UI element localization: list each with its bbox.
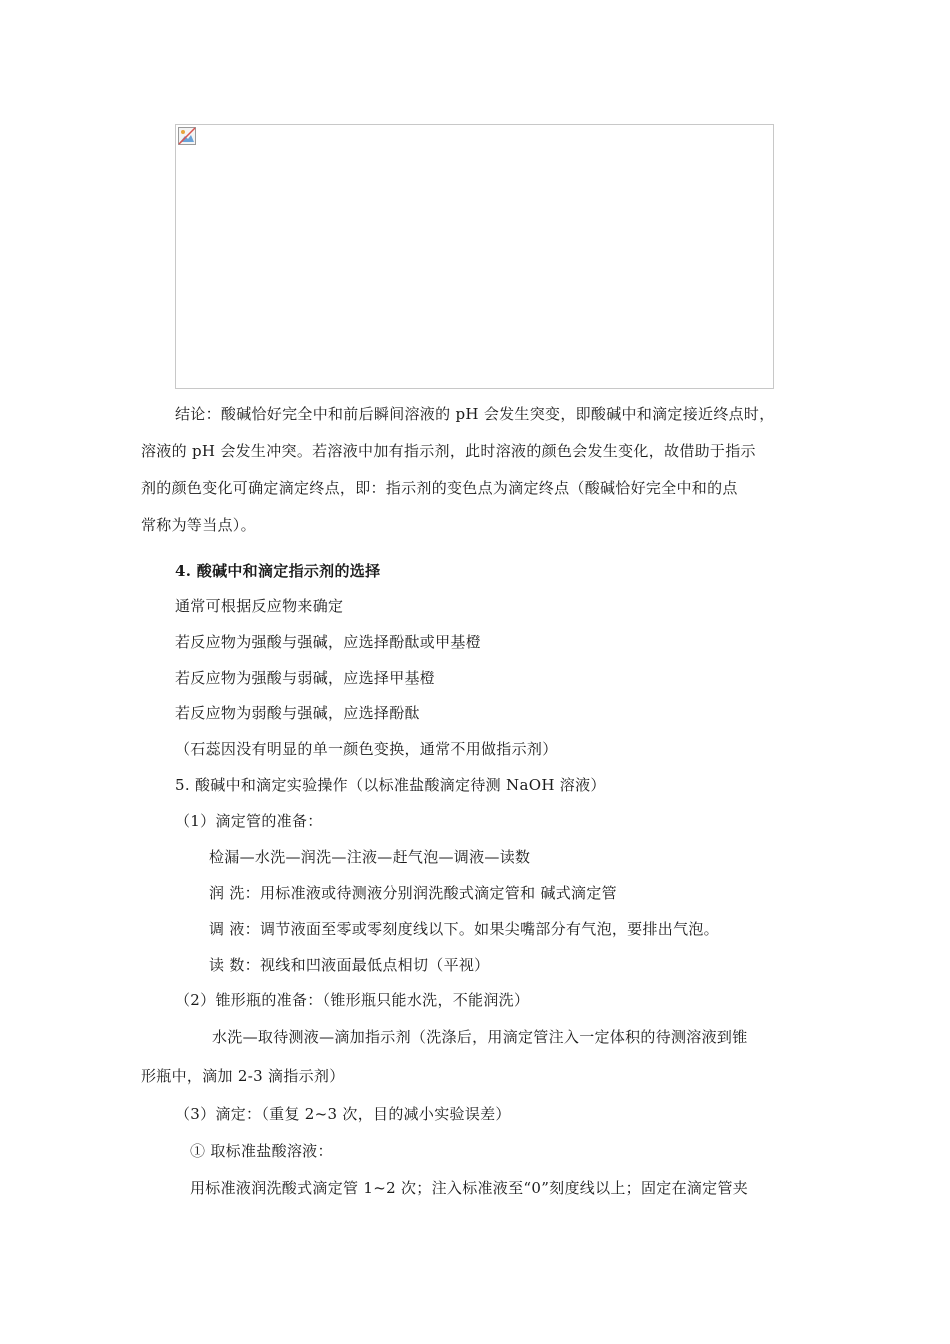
conclusion-line-2: 溶液的 pH 会发生冲突。若溶液中加有指示剂，此时溶液的颜色会发生变化，故借助于指示: [141, 442, 756, 460]
sub3-step-1-title: ① 取标准盐酸溶液：: [190, 1142, 333, 1160]
sub1-steps: 检漏—水洗—润洗—注液—赶气泡—调液—读数: [209, 848, 531, 866]
sub2-line-1: 水洗—取待测液—滴加指示剂（洗涤后，用滴定管注入一定体积的待测溶液到锥: [212, 1028, 748, 1046]
sub1-adjust: 调 液：调节液面至零或零刻度线以下。如果尖嘴部分有气泡，要排出气泡。: [209, 920, 719, 938]
section-5-heading: 5. 酸碱中和滴定实验操作（以标准盐酸滴定待测 NaOH 溶液）: [175, 776, 606, 794]
sub1-rinse: 润 洗：用标准液或待测液分别润洗酸式滴定管和 碱式滴定管: [209, 884, 617, 902]
sub2-title: （2）锥形瓶的准备：（锥形瓶只能水洗，不能润洗）: [175, 991, 530, 1009]
image-placeholder: [175, 124, 774, 389]
section-4-item: 若反应物为强酸与强碱，应选择酚酞或甲基橙: [175, 633, 482, 651]
sub3-title: （3）滴定：（重复 2~3 次，目的减小实验误差）: [175, 1105, 511, 1123]
conclusion-line-4: 常称为等当点）。: [141, 516, 256, 534]
conclusion-line-1: 结论：酸碱恰好完全中和前后瞬间溶液的 pH 会发生突变，即酸碱中和滴定接近终点时，: [175, 405, 775, 423]
sub3-step-1-text: 用标准液润洗酸式滴定管 1~2 次；注入标准液至“0”刻度线以上；固定在滴定管夹: [190, 1179, 749, 1197]
sub1-read: 读 数：视线和凹液面最低点相切（平视）: [209, 956, 490, 974]
section-4-heading: 4. 酸碱中和滴定指示剂的选择: [175, 562, 381, 580]
section-4-item: 若反应物为弱酸与强碱，应选择酚酞: [175, 704, 420, 722]
section-4-item: 若反应物为强酸与弱碱，应选择甲基橙: [175, 669, 436, 687]
conclusion-line-3: 剂的颜色变化可确定滴定终点，即：指示剂的变色点为滴定终点（酸碱恰好完全中和的点: [141, 479, 738, 497]
section-4-item: 通常可根据反应物来确定: [175, 597, 344, 615]
sub1-title: （1）滴定管的准备：: [175, 812, 323, 830]
section-4-note: （石蕊因没有明显的单一颜色变换，通常不用做指示剂）: [175, 740, 558, 758]
broken-image-icon: [178, 127, 196, 145]
sub2-line-2: 形瓶中，滴加 2-3 滴指示剂）: [141, 1067, 345, 1085]
